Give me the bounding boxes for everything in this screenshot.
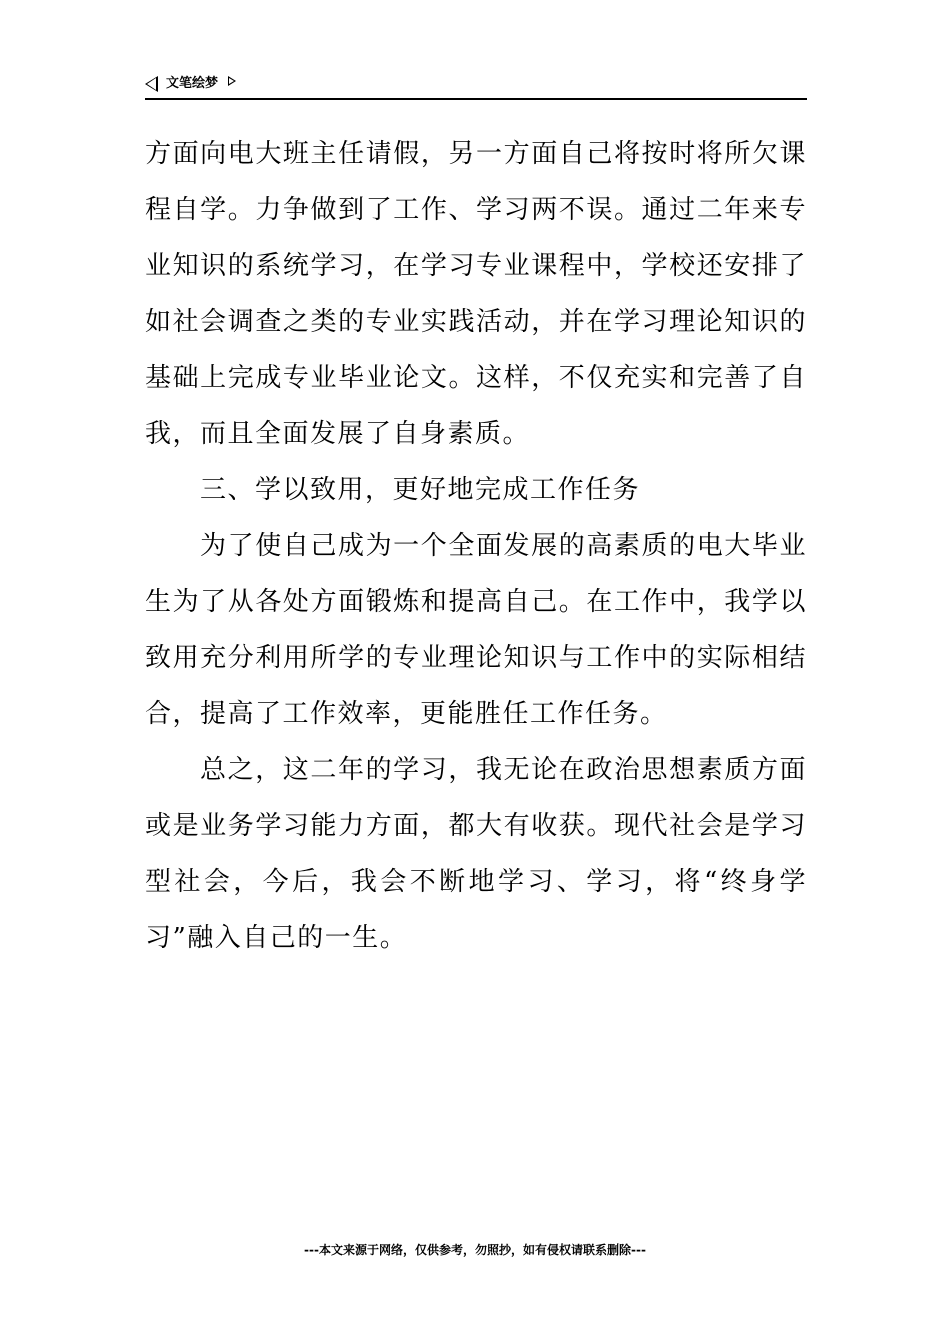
paragraph-conclusion: 总之，这二年的学习，我无论在政治思想素质方面或是业务学习能力方面，都大有收获。现代社会是学习型社会，今后，我会不断地学习、学习，将“终身学习”融入自己的一生。 [145,755,807,953]
left-triangle-icon [145,76,158,92]
header-brand [145,76,236,92]
right-triangle-icon [228,76,236,86]
document-body [145,126,807,966]
paragraph-continuation: 方面向电大班主任请假，另一方面自己将按时将所欠课程自学。力争做到了工作、学习两不误。通过二年来专业知识的系统学习，在学习专业课程中，学校还安排了如社会调查之类的专业实践活动，并在学习理论知识的基础上完成专业毕业论文。这样，不仅充实和完善了自我，而且全面发展了自身素质。 [145,139,807,449]
footer-disclaimer: ---本文来源于网络，仅供参考，勿照抄，如有侵权请联系删除--- [304,1243,646,1257]
page-header [145,72,807,100]
paragraph-application: 为了使自己成为一个全面发展的高素质的电大毕业生为了从各处方面锻炼和提高自己。在工作中，我学以致用充分利用所学的专业理论知识与工作中的实际相结合，提高了工作效率，更能胜任工作任务。 [145,531,807,729]
header-title: 文笔绘梦 [166,76,219,91]
section-heading: 三、学以致用，更好地完成工作任务 [200,475,641,505]
